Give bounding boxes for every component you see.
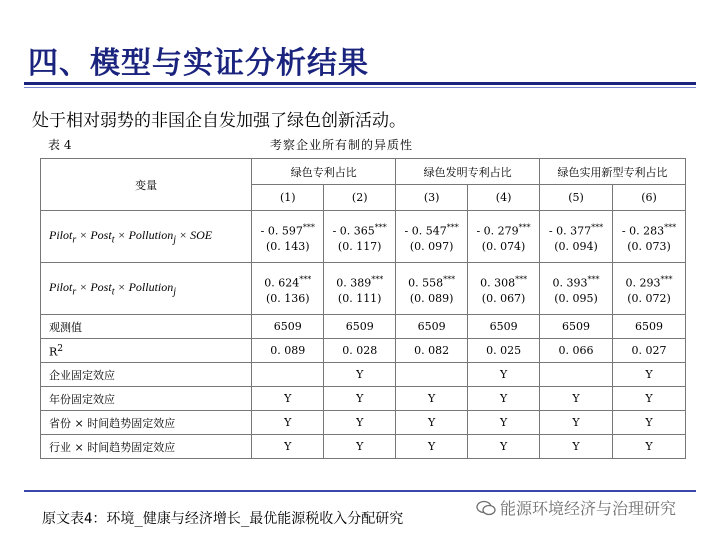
cell-provfe-4: Y [468, 411, 540, 435]
group-header-green-patent: 绿色专利占比 [252, 159, 396, 185]
cell-r2val-6: 0. 027 [612, 339, 685, 363]
table-row-industry-trend-fe [41, 435, 686, 459]
col-header-3: (3) [396, 185, 468, 211]
cell-firmfe-6: Y [612, 363, 685, 387]
cell-r1-c1: - 0. 597*** (0. 143) [252, 211, 324, 263]
cell-indfe-2: Y [324, 435, 396, 459]
cell-provfe-1: Y [252, 411, 324, 435]
table-row-year-fe [41, 387, 686, 411]
cell-r2val-4: 0. 025 [468, 339, 540, 363]
cell-r2-c1: 0. 624*** (0. 136) [252, 263, 324, 315]
wechat-icon [476, 500, 496, 516]
cell-provfe-5: Y [540, 411, 613, 435]
cell-firmfe-3 [396, 363, 468, 387]
cell-firmfe-4: Y [468, 363, 540, 387]
table-row-interaction-soe [41, 211, 686, 263]
col-header-5: (5) [540, 185, 613, 211]
cell-indfe-3: Y [396, 435, 468, 459]
row-label-province-trend-fe: 省份 × 时间趋势固定效应 [41, 411, 252, 435]
cell-r2-c2: 0. 389*** (0. 111) [324, 263, 396, 315]
table-row-observations [41, 315, 686, 339]
row-label-industry-trend-fe: 行业 × 时间趋势固定效应 [41, 435, 252, 459]
table-caption: 考察企业所有制的异质性 [270, 138, 414, 152]
cell-r1-c2: - 0. 365*** (0. 117) [324, 211, 396, 263]
cell-r2val-3: 0. 082 [396, 339, 468, 363]
cell-yearfe-3: Y [396, 387, 468, 411]
cell-r2val-2: 0. 028 [324, 339, 396, 363]
table-row-firm-fe [41, 363, 686, 387]
cell-r1-c4: - 0. 279*** (0. 074) [468, 211, 540, 263]
page-subtitle: 处于相对弱势的非国企自发加强了绿色创新活动。 [32, 111, 406, 131]
cell-firmfe-5 [540, 363, 613, 387]
group-header-green-invention: 绿色发明专利占比 [396, 159, 540, 185]
row-label-firm-fe: 企业固定效应 [41, 363, 252, 387]
group-header-green-utility: 绿色实用新型专利占比 [540, 159, 686, 185]
cell-r2-c4: 0. 308*** (0. 067) [468, 263, 540, 315]
watermark-text: 能源环境经济与治理研究 [500, 499, 677, 518]
cell-r2val-5: 0. 066 [540, 339, 613, 363]
cell-provfe-3: Y [396, 411, 468, 435]
cell-indfe-4: Y [468, 435, 540, 459]
regression-table-block [40, 134, 686, 464]
table-label: 表 4 [48, 138, 72, 152]
table-row-r2 [41, 339, 686, 363]
cell-obs-5: 6509 [540, 315, 613, 339]
row-label-interaction-soe: Pilot$_r$ × Post$_t$ × Pollution$_j$ × SOE [41, 211, 252, 263]
cell-r2-c6: 0. 293*** (0. 072) [612, 263, 685, 315]
cell-obs-1: 6509 [252, 315, 324, 339]
cell-indfe-1: Y [252, 435, 324, 459]
cell-yearfe-2: Y [324, 387, 396, 411]
page-title: 四、模型与实证分析结果 [28, 46, 369, 81]
title-divider [24, 82, 696, 85]
cell-firmfe-1 [252, 363, 324, 387]
cell-obs-6: 6509 [612, 315, 685, 339]
row-label-observations: 观测值 [41, 315, 252, 339]
cell-r1-c5: - 0. 377*** (0. 094) [540, 211, 613, 263]
cell-obs-2: 6509 [324, 315, 396, 339]
table-row-province-trend-fe [41, 411, 686, 435]
var-header: 变量 [41, 159, 252, 211]
cell-r2-c3: 0. 558*** (0. 089) [396, 263, 468, 315]
cell-r2-c5: 0. 393*** (0. 095) [540, 263, 613, 315]
cell-r1-c6: - 0. 283*** (0. 073) [612, 211, 685, 263]
cell-yearfe-6: Y [612, 387, 685, 411]
cell-yearfe-5: Y [540, 387, 613, 411]
footer-divider [24, 490, 696, 492]
table-row-interaction [41, 263, 686, 315]
cell-firmfe-2: Y [324, 363, 396, 387]
regression-table [40, 158, 686, 459]
table-group-header-row [41, 159, 686, 185]
cell-obs-4: 6509 [468, 315, 540, 339]
cell-indfe-6: Y [612, 435, 685, 459]
col-header-6: (6) [612, 185, 685, 211]
cell-yearfe-4: Y [468, 387, 540, 411]
cell-yearfe-1: Y [252, 387, 324, 411]
cell-provfe-2: Y [324, 411, 396, 435]
row-label-interaction: Pilot$_r$ × Post$_t$ × Pollution$_j$ [41, 263, 252, 315]
cell-r2val-1: 0. 089 [252, 339, 324, 363]
cell-indfe-5: Y [540, 435, 613, 459]
cell-r1-c3: - 0. 547*** (0. 097) [396, 211, 468, 263]
col-header-4: (4) [468, 185, 540, 211]
row-label-year-fe: 年份固定效应 [41, 387, 252, 411]
title-divider-thin [24, 87, 696, 88]
cell-obs-3: 6509 [396, 315, 468, 339]
row-label-r2: $R^2$ [41, 339, 252, 363]
col-header-2: (2) [324, 185, 396, 211]
watermark [476, 496, 676, 519]
col-header-1: (1) [252, 185, 324, 211]
cell-provfe-6: Y [612, 411, 685, 435]
source-note: 原文表4：环境_健康与经济增长_最优能源税收入分配研究 [42, 511, 404, 527]
